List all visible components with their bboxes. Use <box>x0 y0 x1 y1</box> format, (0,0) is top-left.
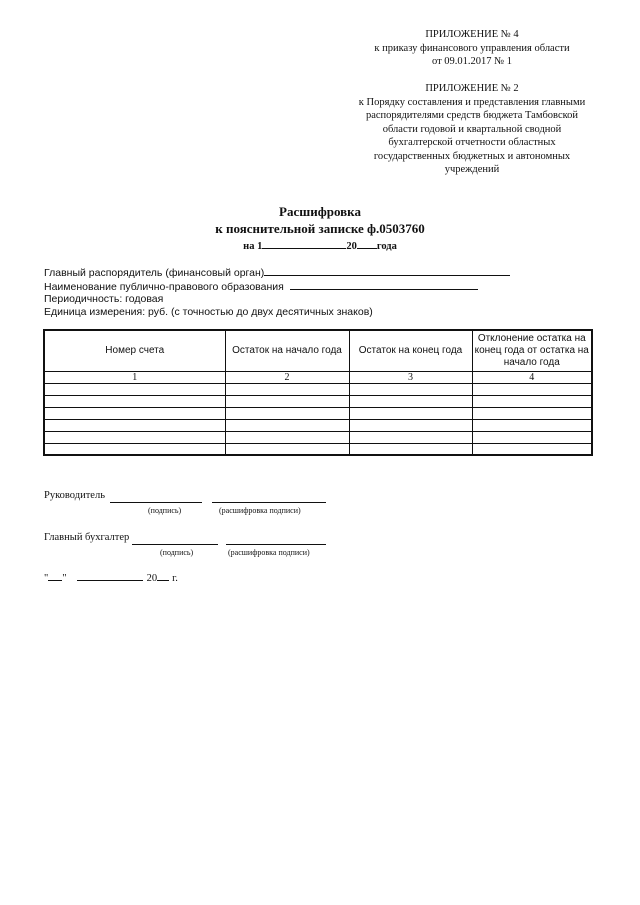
breakdown-table <box>43 329 593 456</box>
head-sign-caption: (подпись) <box>148 506 182 515</box>
table-cell[interactable] <box>349 431 472 443</box>
appendix-2-line: бухгалтерской отчетности областных <box>388 137 556 148</box>
table-cell[interactable] <box>44 383 225 395</box>
head-signature-field[interactable] <box>110 502 202 503</box>
date-quote-open: " <box>44 573 49 584</box>
table-cell[interactable] <box>349 383 472 395</box>
table-cell[interactable] <box>349 443 472 455</box>
table-row <box>44 431 592 443</box>
table-cell[interactable] <box>349 419 472 431</box>
table-cell[interactable] <box>44 419 225 431</box>
sign-year-field[interactable] <box>157 570 169 581</box>
appendix-4-title: ПРИЛОЖЕНИЕ № 4 <box>425 29 519 40</box>
sign-date-line <box>44 570 178 584</box>
table-cell[interactable] <box>225 419 349 431</box>
distributor-label: Главный распорядитель (финансовый орган) <box>44 267 265 279</box>
appendix-2-line: области годовой и квартальной сводной <box>382 123 562 135</box>
table-row <box>44 419 592 431</box>
date-year-field[interactable] <box>357 238 377 249</box>
column-number: 1 <box>44 371 225 383</box>
head-label: Руководитель <box>44 490 105 501</box>
date-day-month-field[interactable] <box>262 238 346 249</box>
unit-of-measure: Единица измерения: руб. (с точностью до двух десятичных знаков) <box>44 306 373 318</box>
table-cell[interactable] <box>349 395 472 407</box>
entity-field[interactable] <box>290 279 478 290</box>
appendix-2-line: учреждений <box>444 164 500 175</box>
date-quote-close: " <box>62 573 67 584</box>
distributor-row <box>44 265 510 279</box>
table-cell[interactable] <box>44 443 225 455</box>
table-number-row <box>44 371 592 383</box>
table-row <box>44 383 592 395</box>
table-cell[interactable] <box>225 395 349 407</box>
appendix-2-line: государственных бюджетных и автономных <box>373 150 571 162</box>
sign-year-suffix: г. <box>172 573 178 584</box>
table-cell[interactable] <box>44 407 225 419</box>
sign-month-field[interactable] <box>77 570 143 581</box>
date-suffix: года <box>376 241 397 252</box>
table-header-row <box>44 330 592 371</box>
appendix-2-block <box>352 82 592 177</box>
head-decode-field[interactable] <box>212 502 326 503</box>
table-cell[interactable] <box>472 407 592 419</box>
document-title: Расшифровка <box>279 204 361 219</box>
table-cell[interactable] <box>225 407 349 419</box>
accountant-decode-field[interactable] <box>226 544 326 545</box>
appendix-2-line: к Порядку составления и представления главными <box>358 96 586 108</box>
accountant-decode-caption: (расшифровка подписи) <box>228 548 310 557</box>
appendix-2-line: распорядителями средств бюджета Тамбовской <box>365 110 579 121</box>
table-cell[interactable] <box>472 419 592 431</box>
appendix-2-title: ПРИЛОЖЕНИЕ № 2 <box>425 83 519 94</box>
sign-day-field[interactable] <box>48 570 62 581</box>
table-cell[interactable] <box>472 395 592 407</box>
appendix-4-line1: к приказу финансового управления области <box>374 42 570 54</box>
table-row <box>44 443 592 455</box>
entity-row <box>44 279 478 293</box>
accountant-label: Главный бухгалтер <box>44 532 130 543</box>
appendix-4-block <box>352 28 592 69</box>
table-cell[interactable] <box>44 395 225 407</box>
appendix-4-line2: от 09.01.2017 № 1 <box>431 56 513 67</box>
table-cell[interactable] <box>225 383 349 395</box>
table-row <box>44 395 592 407</box>
column-header-end-balance: Остаток на конец года <box>349 330 472 371</box>
table-cell[interactable] <box>225 431 349 443</box>
accountant-signature-field[interactable] <box>132 544 218 545</box>
distributor-field[interactable] <box>264 265 510 276</box>
table-cell[interactable] <box>349 407 472 419</box>
column-number: 2 <box>225 371 349 383</box>
entity-label: Наименование публично-правового образования <box>44 281 284 293</box>
date-year: 20 <box>346 241 357 252</box>
sign-year-prefix: 20 <box>146 573 158 584</box>
table-cell[interactable] <box>472 383 592 395</box>
table-cell[interactable] <box>225 443 349 455</box>
date-prefix: на 1 <box>243 241 263 252</box>
table-cell[interactable] <box>472 443 592 455</box>
column-header-account: Номер счета <box>44 330 225 371</box>
table-row <box>44 407 592 419</box>
periodicity: Периодичность: годовая <box>44 293 164 305</box>
column-number: 4 <box>472 371 592 383</box>
document-date-line <box>0 238 640 252</box>
table-cell[interactable] <box>44 431 225 443</box>
head-decode-caption: (расшифровка подписи) <box>219 506 301 515</box>
column-number: 3 <box>349 371 472 383</box>
document-subtitle: к пояснительной записке ф.0503760 <box>215 221 425 236</box>
accountant-sign-caption: (подпись) <box>160 548 194 557</box>
table-cell[interactable] <box>472 431 592 443</box>
column-header-start-balance: Остаток на начало года <box>225 330 349 371</box>
column-header-deviation: Отклонение остатка на конец года от остатка на начало года <box>472 330 592 371</box>
